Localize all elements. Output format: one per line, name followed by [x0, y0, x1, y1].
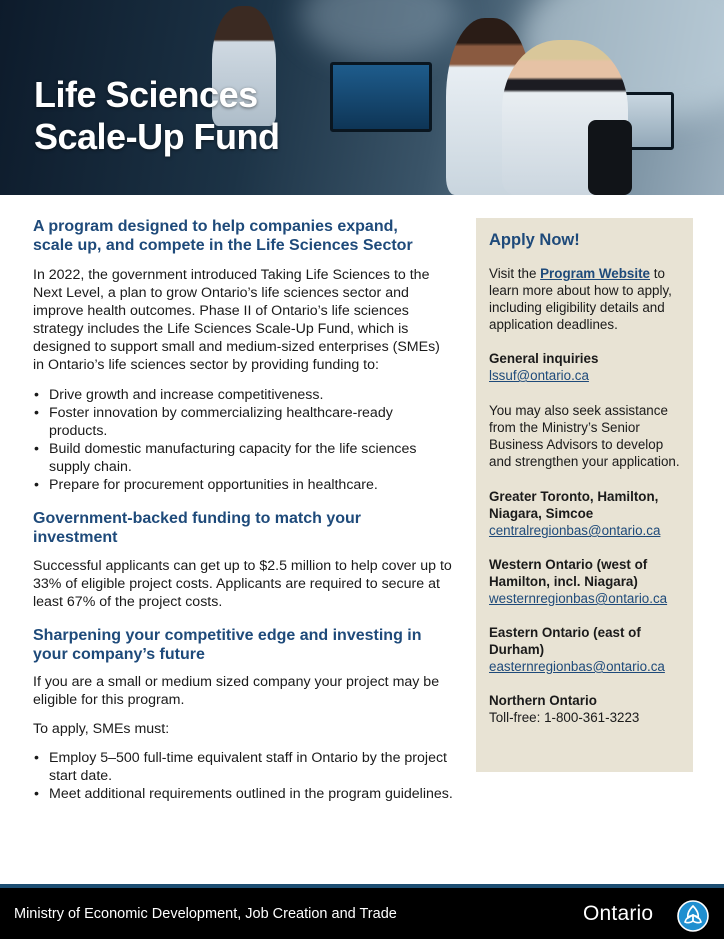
eligibility-description: If you are a small or medium sized company your project may be eligible for this program.	[33, 674, 440, 708]
funding-description: Successful applicants can get up to $2.5 million to help cover up to 33% of eligible project costs. Applicants are required to secure at least 67% of the project costs.	[33, 558, 452, 610]
region-label: Western Ontario (west of Hamilton, incl. Niagara)	[489, 557, 648, 589]
northern-phone: Toll-free: 1-800-361-3223	[489, 710, 640, 725]
list-item: • Meet additional requirements outlined in the program guidelines.	[33, 785, 453, 803]
ministry-name: Ministry of Economic Development, Job Creation and Trade	[14, 906, 397, 922]
list-item: • Build domestic manufacturing capacity for the life sciences supply chain.	[33, 440, 453, 476]
apply-now-sidebar	[476, 218, 693, 772]
region-label: Eastern Ontario (east of Durham)	[489, 625, 641, 657]
region-email-link[interactable]: easternregionbas@ontario.ca	[489, 659, 665, 674]
section-heading-competitive-edge: Sharpening your competitive edge and investing in your company’s future	[33, 627, 422, 663]
region-contact	[489, 624, 680, 675]
requirements-list	[33, 749, 453, 803]
title-line-1: Life Sciences	[34, 74, 258, 115]
ontario-wordmark: Ontario	[583, 902, 654, 925]
advisors-text: You may also seek assistance from the Ministry’s Senior Business Advisors to develop and strengthen your application.	[489, 403, 680, 469]
program-description: In 2022, the government introduced Taking Life Sciences to the Next Level, a plan to grow Ontario’s life sciences sector and improve health outcomes. Phase II of Ontario’s life sciences strategy includes the Life Sciences Scale-Up Fund, which is designed to support small and medium-sized enterprises (SMEs) in Ontario’s life sciences sector by providing funding to:	[33, 267, 440, 373]
section-heading-funding: Government-backed funding to match your investment	[33, 510, 362, 546]
region-contact	[489, 488, 680, 539]
list-item: • Drive growth and increase competitiveness.	[33, 386, 453, 404]
title-line-2: Scale-Up Fund	[34, 116, 280, 157]
list-item: • Employ 5–500 full-time equivalent staff in Ontario by the project start date.	[33, 749, 453, 785]
general-inquiries-label: General inquiries	[489, 351, 599, 366]
trillium-logo-icon	[677, 900, 709, 932]
region-contact	[489, 556, 680, 607]
main-content	[33, 217, 453, 803]
list-item: • Foster innovation by commercializing healthcare-ready products.	[33, 404, 453, 440]
northern-label: Northern Ontario	[489, 693, 597, 708]
region-email-link[interactable]: westernregionbas@ontario.ca	[489, 591, 668, 606]
visit-prefix: Visit the	[489, 266, 541, 281]
region-email-link[interactable]: centralregionbas@ontario.ca	[489, 523, 661, 538]
northern-ontario-contact	[489, 692, 680, 726]
hero-light-glow-2	[300, 0, 460, 60]
page-title	[34, 74, 280, 158]
general-email-link[interactable]: lssuf@ontario.ca	[489, 368, 589, 383]
sidebar-heading: Apply Now!	[489, 231, 580, 249]
hero-banner	[0, 0, 724, 195]
program-website-link[interactable]: Program Website	[540, 266, 651, 281]
visit-website-text	[489, 265, 680, 333]
hero-monitor	[330, 62, 432, 132]
region-label: Greater Toronto, Hamilton, Niagara, Simcoe	[489, 489, 659, 521]
apply-requirements-intro: To apply, SMEs must:	[33, 721, 170, 737]
list-item: • Prepare for procurement opportunities in healthcare.	[33, 476, 453, 494]
visit-suffix: to learn more about how to apply, including eligibility details and application deadlines.	[489, 266, 672, 332]
section-heading-program: A program designed to help companies expand, scale up, and compete in the Life Sciences Sector	[33, 218, 413, 254]
hero-chair	[588, 120, 632, 195]
footer-bar	[0, 884, 724, 939]
general-inquiries-block	[489, 350, 680, 384]
funding-goals-list	[33, 386, 453, 494]
